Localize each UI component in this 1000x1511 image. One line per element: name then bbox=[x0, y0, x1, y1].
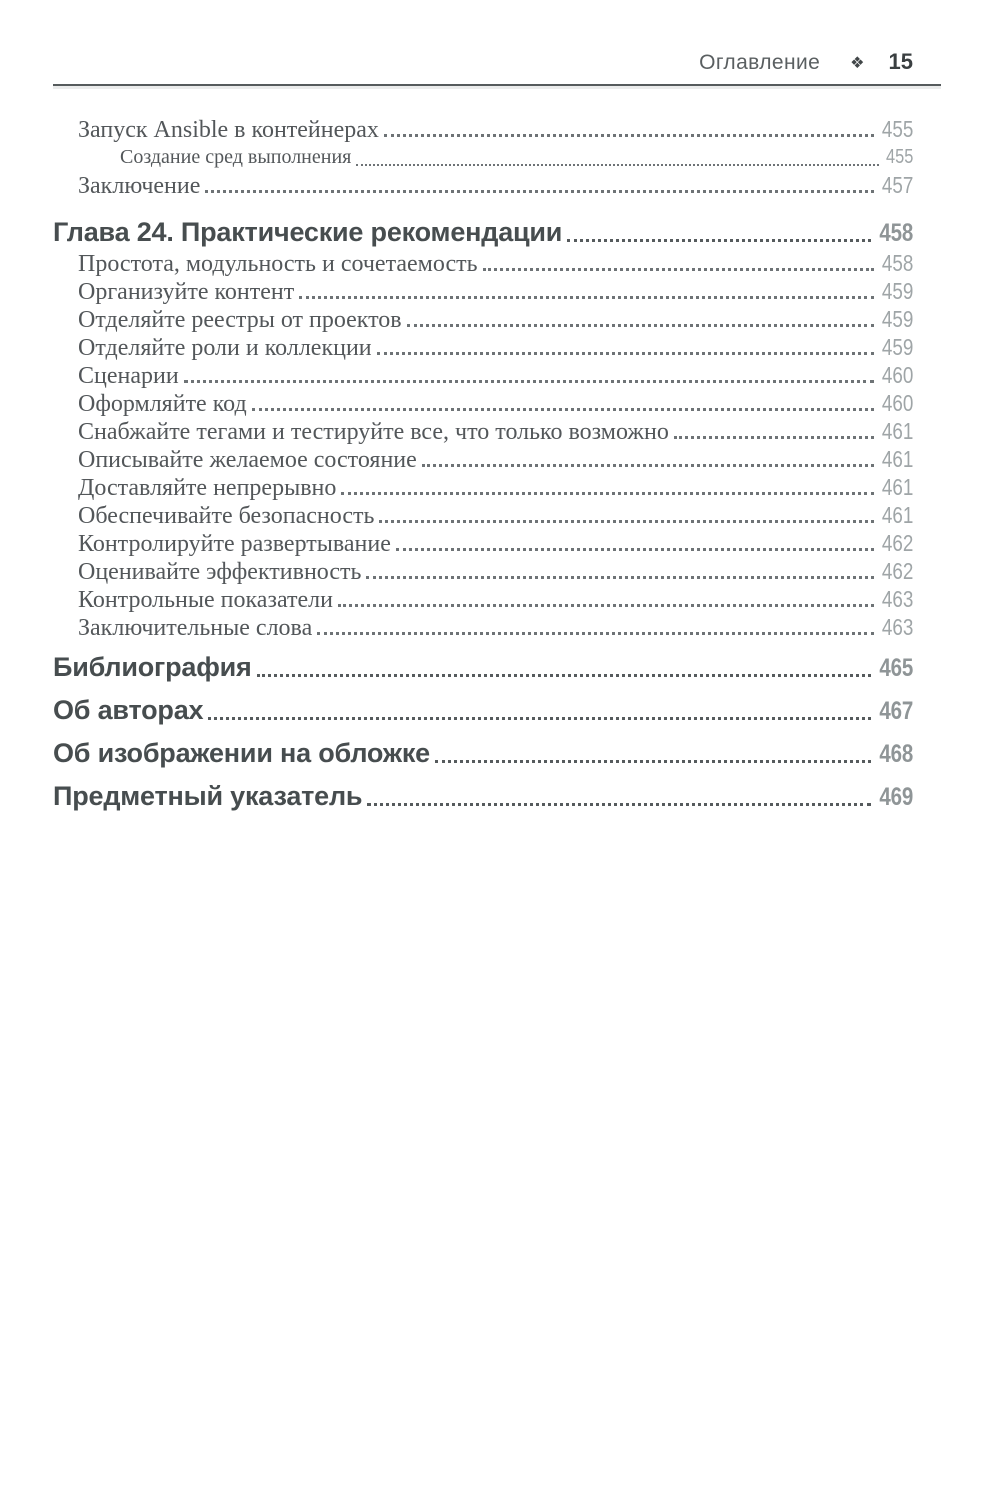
toc-entry-title: Оформляйте код bbox=[78, 391, 247, 417]
dot-leader bbox=[356, 164, 878, 166]
toc-entry-page: 461 bbox=[881, 474, 913, 500]
toc-entry bbox=[53, 143, 913, 171]
dot-leader bbox=[184, 380, 874, 383]
dot-leader bbox=[379, 520, 873, 523]
toc-entry-page: 461 bbox=[881, 502, 913, 528]
toc-entry-title: Снабжайте тегами и тестируйте все, что только возможно bbox=[78, 419, 669, 445]
toc-entry-page: 462 bbox=[881, 558, 913, 584]
toc-entry-page: 463 bbox=[881, 614, 913, 640]
dot-leader bbox=[252, 408, 874, 411]
toc-entry bbox=[53, 650, 913, 684]
toc-entry bbox=[53, 529, 913, 557]
running-header-title: Оглавление bbox=[699, 51, 821, 74]
dot-leader bbox=[341, 492, 873, 495]
toc-entry bbox=[53, 501, 913, 529]
toc-entry-title: Предметный указатель bbox=[53, 781, 363, 811]
dot-leader bbox=[567, 239, 871, 242]
toc-entry bbox=[53, 215, 913, 249]
toc-entry-title: Организуйте контент bbox=[78, 279, 295, 305]
toc-entry bbox=[53, 333, 913, 361]
toc-entry bbox=[53, 779, 913, 813]
toc-entry-title: Об изображении на обложке bbox=[53, 738, 430, 768]
dot-leader bbox=[338, 604, 874, 607]
dot-leader bbox=[367, 803, 871, 806]
toc-entry-page: 459 bbox=[881, 278, 913, 304]
diamond-ornament-icon: ❖ bbox=[850, 53, 865, 72]
toc-entry-page: 463 bbox=[881, 586, 913, 612]
toc-entry-title: Заключительные слова bbox=[78, 615, 313, 641]
dot-leader bbox=[366, 576, 873, 579]
running-header bbox=[53, 0, 941, 86]
toc-entry-title: Обеспечивайте безопасность bbox=[78, 503, 375, 529]
toc-entry bbox=[53, 305, 913, 333]
toc-entry-title: Отделяйте роли и коллекции bbox=[78, 335, 372, 361]
toc-entry-title: Отделяйте реестры от проектов bbox=[78, 307, 402, 333]
toc-entry-page: 467 bbox=[879, 697, 913, 725]
folio-page-number: 15 bbox=[888, 49, 913, 74]
toc-list bbox=[53, 115, 913, 813]
toc-entry bbox=[53, 585, 913, 613]
toc-entry-title: Простота, модульность и сочетаемость bbox=[78, 251, 478, 277]
toc-entry-title: Запуск Ansible в контейнерах bbox=[78, 117, 379, 143]
toc-entry-page: 468 bbox=[879, 740, 913, 768]
dot-leader bbox=[317, 632, 873, 635]
toc-entry-page: 465 bbox=[879, 654, 913, 682]
toc-entry-page: 459 bbox=[881, 334, 913, 360]
dot-leader bbox=[377, 352, 874, 355]
dot-leader bbox=[299, 296, 873, 299]
toc-entry-title: Об авторах bbox=[53, 695, 204, 725]
toc-entry-title: Доставляйте непрерывно bbox=[78, 475, 337, 501]
toc-entry-page: 455 bbox=[881, 116, 913, 142]
toc-entry bbox=[53, 417, 913, 445]
toc-entry-page: 460 bbox=[881, 390, 913, 416]
toc-entry bbox=[53, 389, 913, 417]
dot-leader bbox=[483, 268, 874, 271]
toc-entry-page: 461 bbox=[881, 418, 913, 444]
toc-entry bbox=[53, 445, 913, 473]
toc-entry-page: 457 bbox=[881, 172, 913, 198]
toc-entry-page: 460 bbox=[881, 362, 913, 388]
toc-entry-page: 469 bbox=[879, 783, 913, 811]
toc-entry-title: Библиография bbox=[53, 652, 252, 682]
toc-entry bbox=[53, 557, 913, 585]
toc-entry-title: Описывайте желаемое состояние bbox=[78, 447, 417, 473]
toc-entry bbox=[53, 693, 913, 727]
dot-leader bbox=[435, 760, 871, 763]
toc-entry-title: Заключение bbox=[78, 173, 201, 199]
toc-entry-page: 459 bbox=[881, 306, 913, 332]
toc-entry-title: Оценивайте эффективность bbox=[78, 559, 362, 585]
dot-leader bbox=[396, 548, 874, 551]
toc-entry-title: Глава 24. Практические рекомендации bbox=[53, 217, 563, 247]
toc-entry bbox=[53, 613, 913, 641]
toc-entry-title: Создание сред выполнения bbox=[120, 146, 352, 168]
toc-entry-page: 461 bbox=[881, 446, 913, 472]
toc-entry bbox=[53, 249, 913, 277]
dot-leader bbox=[205, 190, 873, 193]
toc-entry bbox=[53, 277, 913, 305]
toc-entry-page: 455 bbox=[885, 146, 913, 168]
toc-entry-page: 458 bbox=[881, 250, 913, 276]
toc-entry bbox=[53, 736, 913, 770]
dot-leader bbox=[257, 674, 871, 677]
dot-leader bbox=[407, 324, 874, 327]
toc-entry-page: 462 bbox=[881, 530, 913, 556]
toc-entry bbox=[53, 473, 913, 501]
dot-leader bbox=[674, 436, 874, 439]
dot-leader bbox=[208, 717, 871, 720]
toc-entry-page: 458 bbox=[879, 219, 913, 247]
dot-leader bbox=[384, 134, 874, 137]
dot-leader bbox=[422, 464, 874, 467]
toc-entry-title: Контрольные показатели bbox=[78, 587, 333, 613]
toc-entry-title: Контролируйте развертывание bbox=[78, 531, 391, 557]
toc-entry bbox=[53, 115, 913, 143]
toc-entry bbox=[53, 171, 913, 199]
toc-entry bbox=[53, 361, 913, 389]
toc-entry-title: Сценарии bbox=[78, 363, 179, 389]
